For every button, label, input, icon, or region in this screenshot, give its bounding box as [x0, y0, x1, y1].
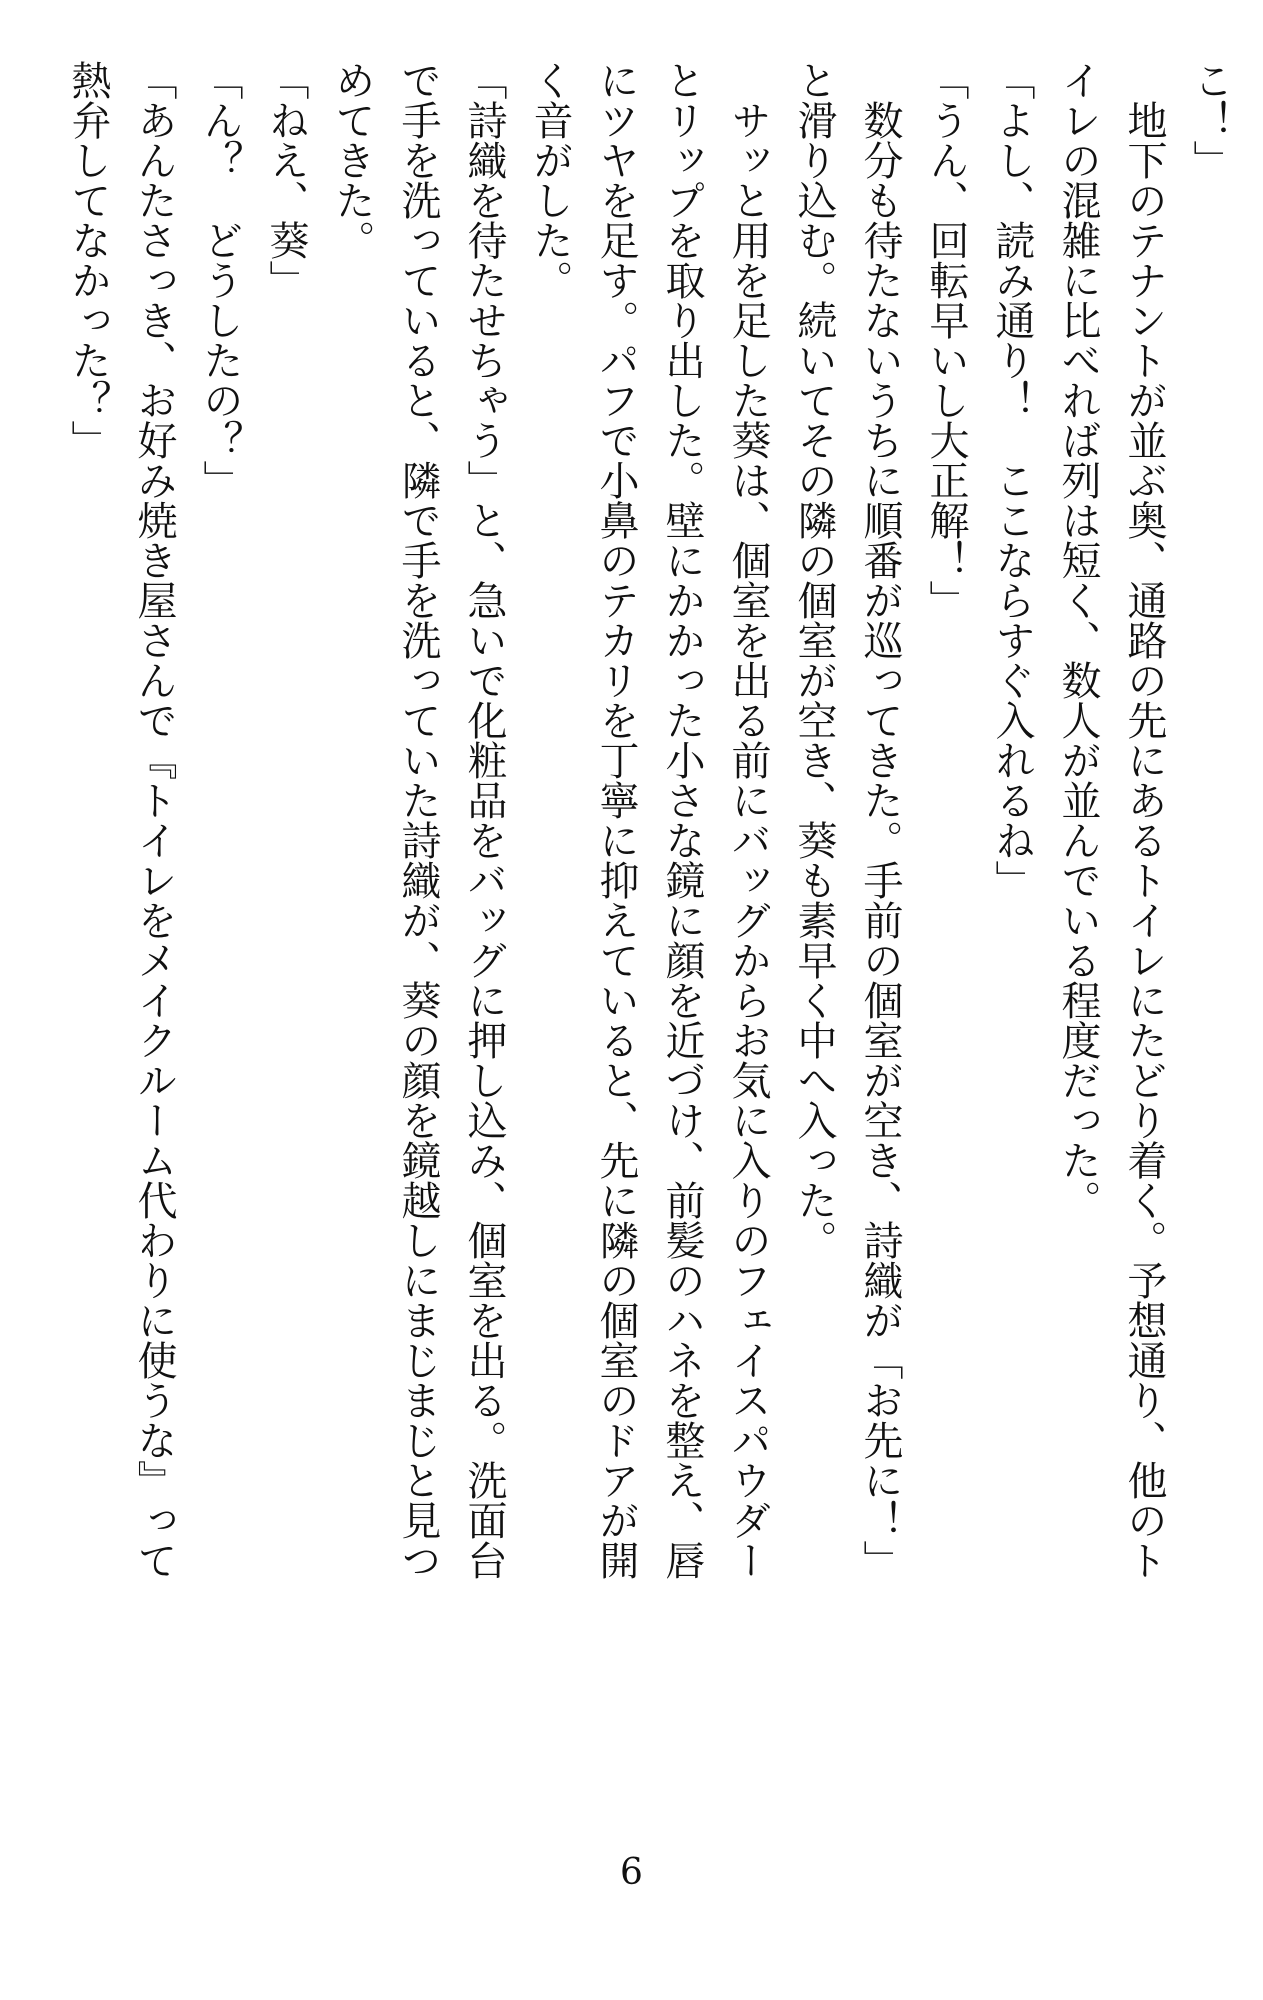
- text-line: イレの混雑に比べれば列は短く、数人が並んでいる程度だった。: [1055, 60, 1101, 1220]
- text-line: く音がした。: [527, 60, 573, 300]
- body-text: [0, 60, 1263, 1780]
- text-line: 「うん、回転早いし大正解！」: [923, 60, 969, 620]
- text-line: 「よし、読み通り！ ここならすぐ入れるね」: [989, 60, 1035, 900]
- page-number: 6: [620, 1852, 643, 1893]
- text-line: とリップを取り出した。壁にかかった小さな鏡に顔を近づけ、前髪のハネを整え、唇: [659, 60, 705, 1580]
- text-line: で手を洗っていると、隣で手を洗っていた詩織が、葵の顔を鏡越しにまじまじと見つ: [395, 60, 441, 1580]
- text-line: こ！」: [1187, 60, 1233, 180]
- text-line: 「あんたさっき、お好み焼き屋さんで『トイレをメイクルーム代わりに使うな』って: [131, 60, 177, 1580]
- text-line: にツヤを足す。パフで小鼻のテカリを丁寧に抑えていると、先に隣の個室のドアが開: [593, 60, 639, 1580]
- text-line: 地下のテナントが並ぶ奥、通路の先にあるトイレにたどり着く。予想通り、他のト: [1121, 60, 1167, 1580]
- text-line: 熱弁してなかった？」: [65, 60, 111, 460]
- text-line: 「ん？ どうしたの？」: [197, 60, 243, 500]
- text-line: めてきた。: [329, 60, 375, 260]
- text-line: と滑り込む。続いてその隣の個室が空き、葵も素早く中へ入った。: [791, 60, 837, 1260]
- text-line: 数分も待たないうちに順番が巡ってきた。手前の個室が空き、詩織が「お先に！」: [857, 60, 903, 1580]
- text-line: 「ねえ、葵」: [263, 60, 309, 300]
- text-line: 「詩織を待たせちゃう」と、急いで化粧品をバッグに押し込み、個室を出る。洗面台: [461, 60, 507, 1580]
- text-line: サッと用を足した葵は、個室を出る前にバッグからお気に入りのフェイスパウダー: [725, 60, 771, 1580]
